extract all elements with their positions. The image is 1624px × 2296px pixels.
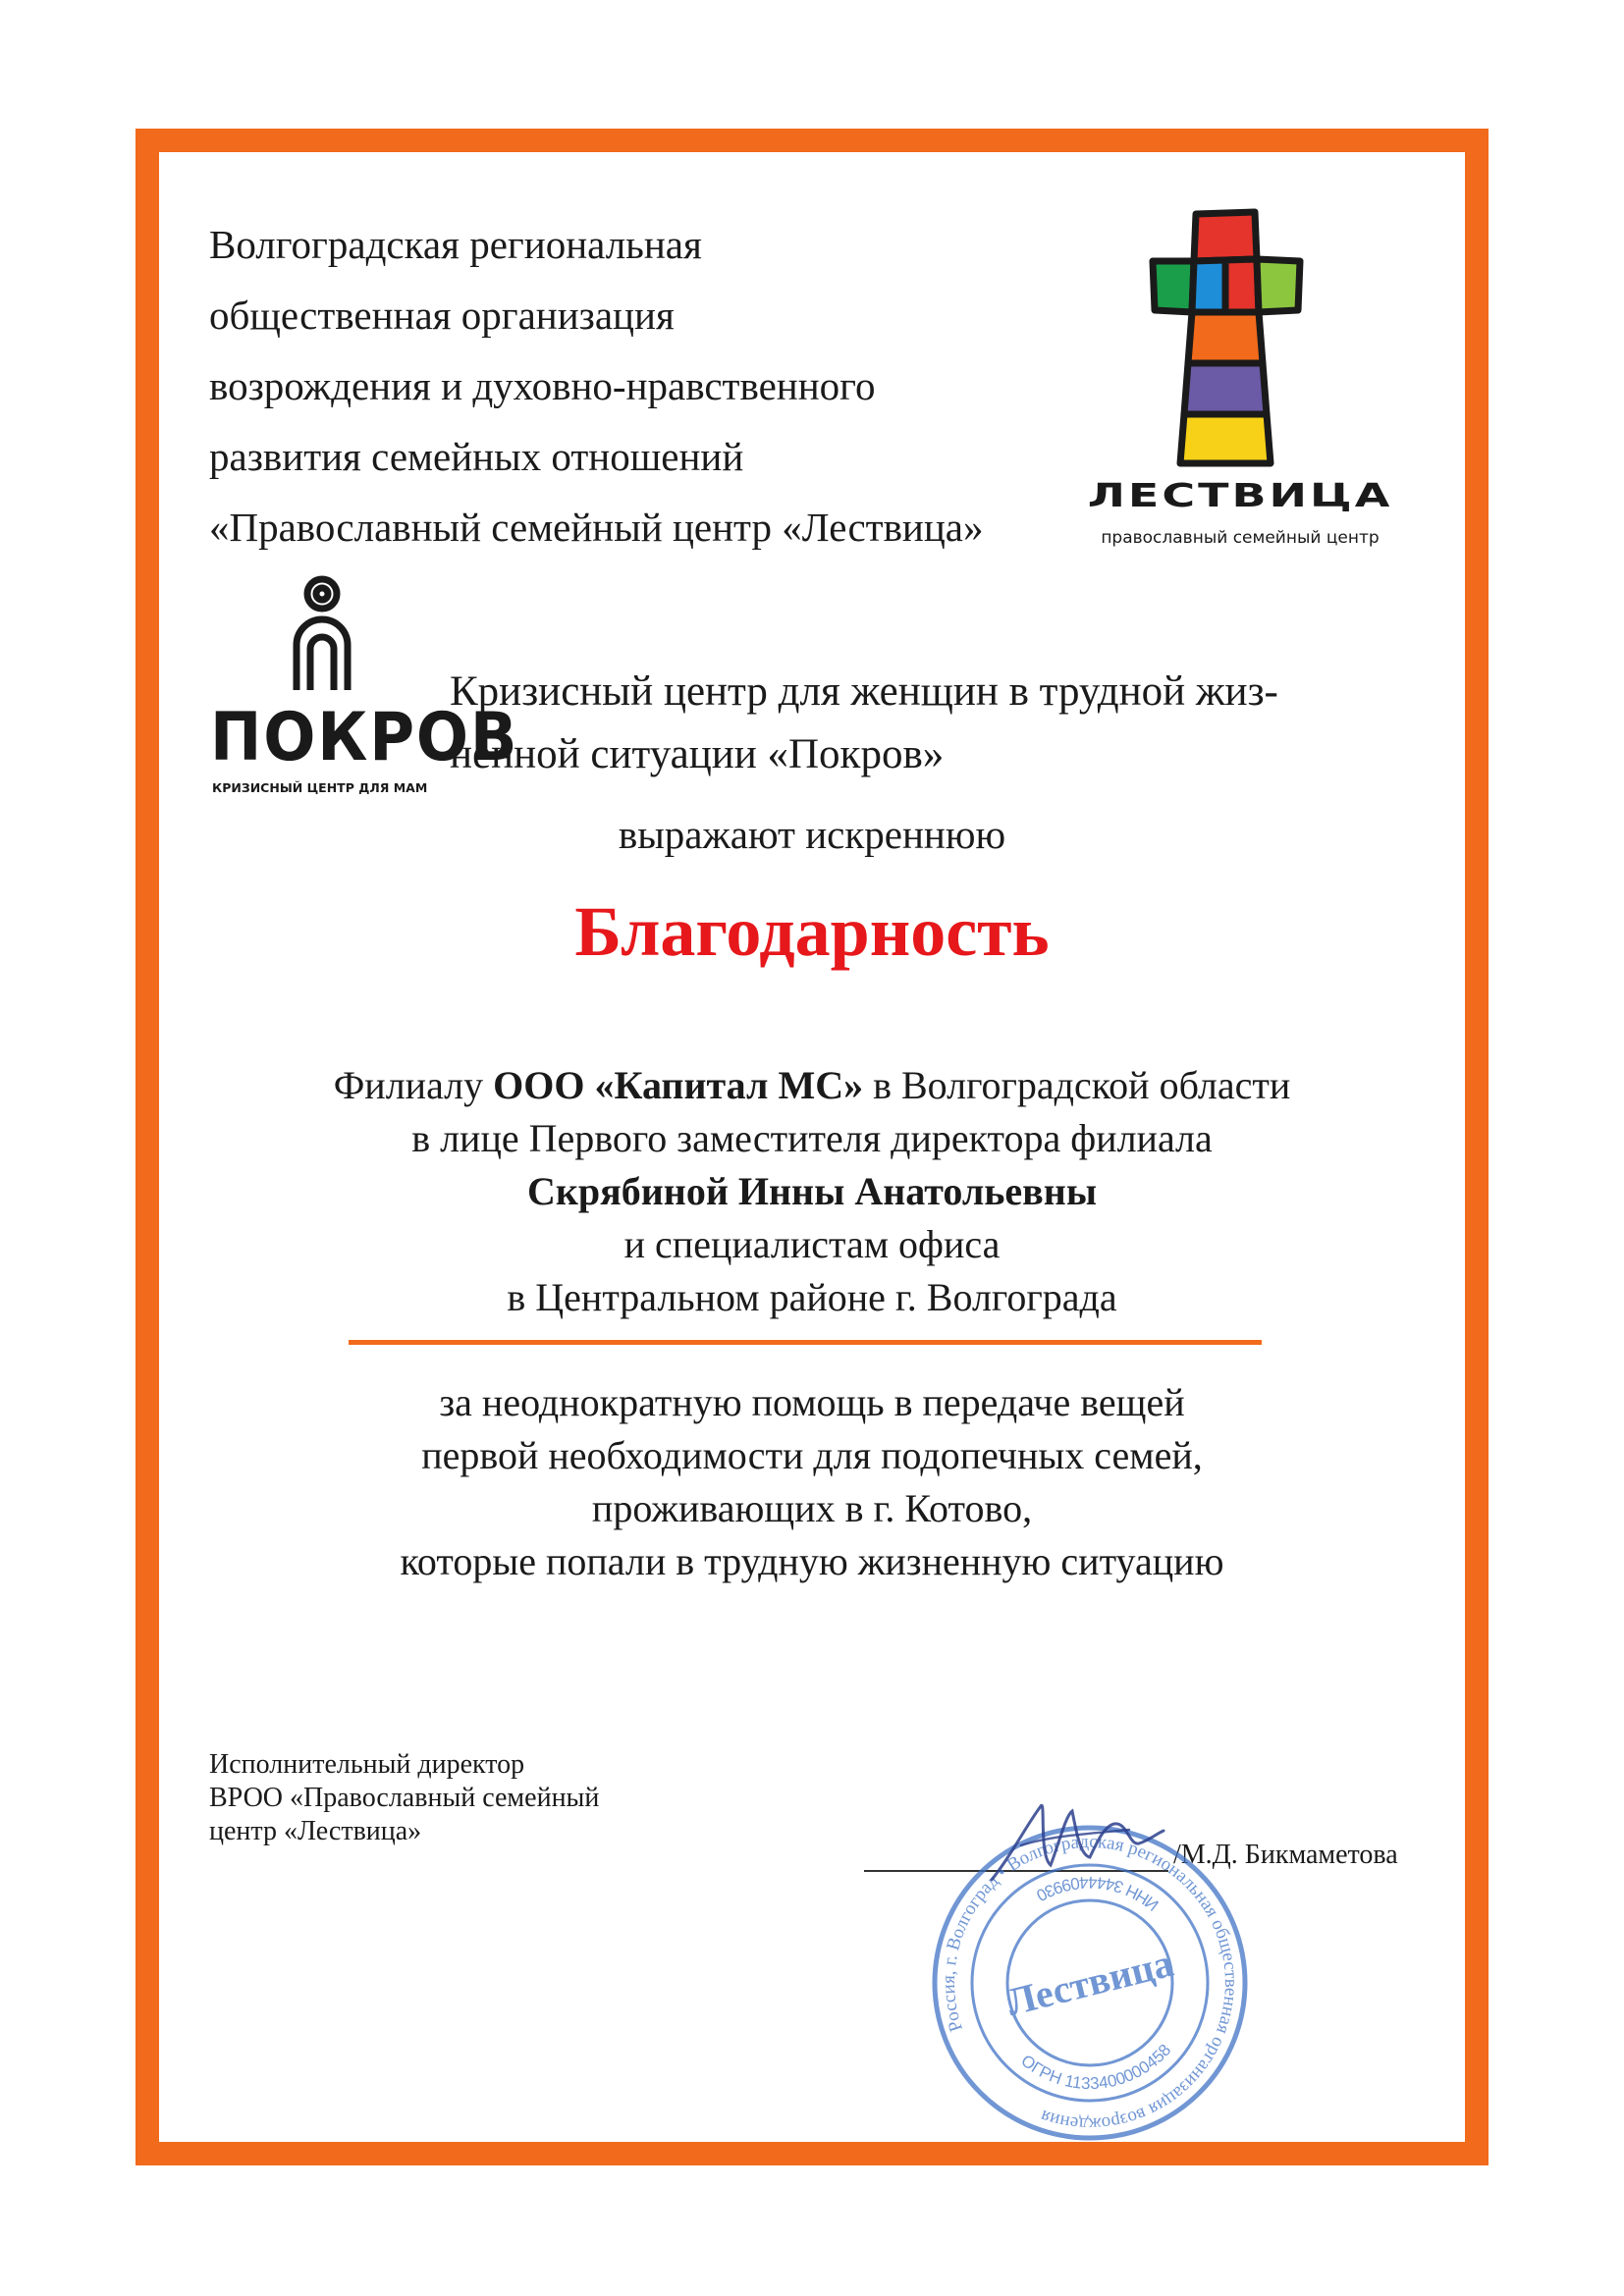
- express-text: выражают искреннюю: [618, 812, 1006, 857]
- lestvitsa-cross-center-blue: [1192, 260, 1225, 312]
- orange-divider: [349, 1340, 1262, 1345]
- org-line-4: развития семейных отношений: [209, 434, 744, 479]
- recipient-prefix: Филиалу: [333, 1063, 494, 1107]
- handwritten-signature: [982, 1787, 1168, 1895]
- lestvitsa-logo-title: ЛЕСТВИЦА: [1087, 476, 1393, 514]
- reason-line-2: первой необходимости для подопечных семей,: [421, 1433, 1203, 1477]
- lestvitsa-cross-left: [1153, 261, 1194, 312]
- signatory-line-3: центр «Лествица»: [209, 1816, 422, 1846]
- signatory-line-1: Исполнительный директор: [209, 1749, 525, 1780]
- lestvitsa-cross-purple: [1184, 363, 1267, 414]
- recipient-suffix: в Волгоградской области: [863, 1063, 1291, 1107]
- reason-line-1: за неоднократную помощь в передаче вещей: [439, 1380, 1185, 1424]
- recipient-line-4: и специалистам офиса: [623, 1222, 1001, 1266]
- lestvitsa-cross-top: [1194, 212, 1257, 261]
- crisis-center-line-1: Кризисный центр для женщин в трудной жиз-: [450, 668, 1278, 715]
- recipient-line-1: [135, 1063, 1489, 1107]
- pokrov-logo-title: ПОКРОВ: [210, 699, 519, 776]
- recipient-line-5: в Центральном районе г. Волгограда: [507, 1275, 1117, 1319]
- signatory-name: /М.Д. Бикмаметова: [1173, 1840, 1398, 1870]
- reason-line-3: проживающих в г. Котово,: [591, 1486, 1033, 1530]
- recipient-company: ООО «Капитал МС»: [493, 1063, 864, 1107]
- lestvitsa-cross-orange: [1188, 312, 1263, 363]
- stamp-inn: ИНН 3444409930: [1033, 1872, 1163, 1915]
- stamp-outer-text: Россия, г. Волгоград • Волгоградская региональная общественная организация возрождения: [938, 1831, 1242, 2135]
- stamp-center-text: Лествица: [1001, 1940, 1178, 2025]
- org-line-2: общественная организация: [209, 293, 675, 338]
- crisis-center-line-2: ненной ситуации «Покров»: [450, 731, 945, 777]
- pokrov-logo-subtitle: КРИЗИСНЫЙ ЦЕНТР ДЛЯ МАМ: [212, 780, 428, 795]
- recipient-line-2: в лице Первого заместителя директора филиала: [411, 1116, 1213, 1160]
- pokrov-logo-icon: [283, 574, 361, 692]
- lestvitsa-logo-subtitle: православный семейный центр: [1101, 528, 1380, 548]
- org-line-3: возрождения и духовно-нравственного: [209, 363, 876, 408]
- lestvitsa-cross-right: [1257, 259, 1300, 312]
- org-line-1: Волгоградская региональная: [209, 222, 702, 267]
- org-line-5: «Православный семейный центр «Лествица»: [209, 505, 984, 550]
- reason-line-4: которые попали в трудную жизненную ситуацию: [400, 1539, 1224, 1583]
- certificate-title: Благодарность: [574, 892, 1050, 971]
- recipient-name: Скрябиной Инны Анатольевны: [526, 1169, 1098, 1213]
- signatory-line-2: ВРОО «Православный семейный: [209, 1783, 600, 1813]
- stamp-ogrn: ОГРН 1133400000458: [1017, 2040, 1175, 2094]
- lestvitsa-cross-yellow: [1180, 414, 1271, 463]
